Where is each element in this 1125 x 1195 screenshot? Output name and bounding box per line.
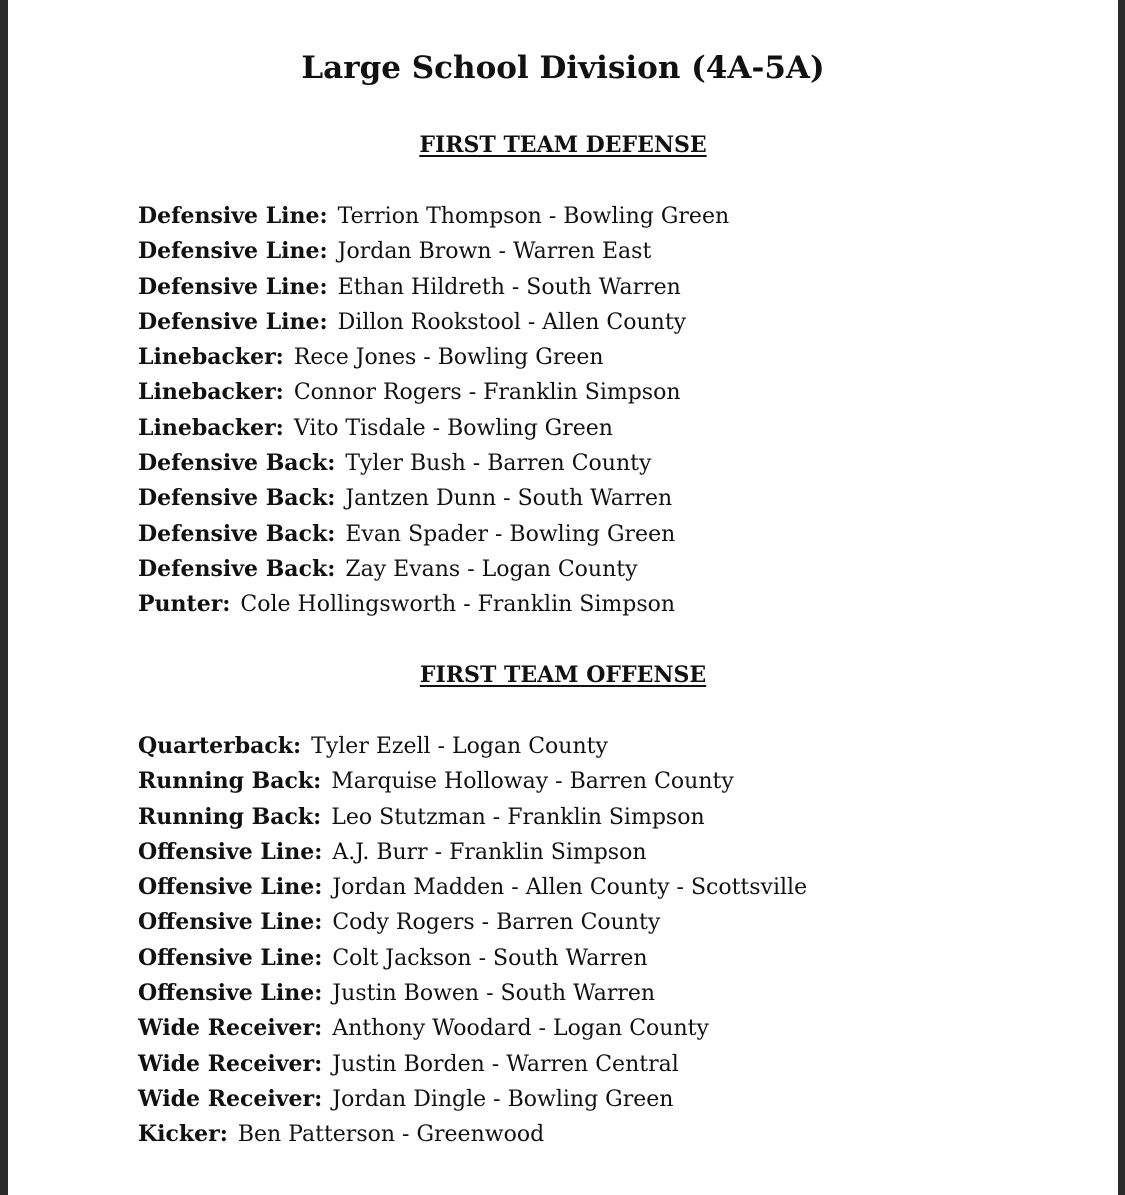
position-label: Defensive Back: xyxy=(138,520,336,547)
roster-entry xyxy=(138,870,807,905)
viewer-left-border xyxy=(0,0,8,1195)
viewer-right-border xyxy=(1118,0,1125,1195)
roster-entry xyxy=(138,552,729,587)
position-label: Running Back: xyxy=(138,803,322,830)
roster-entry xyxy=(138,411,729,446)
roster-entry xyxy=(138,375,729,410)
player-name-school: Cody Rogers - Barren County xyxy=(332,910,661,936)
position-label: Defensive Line: xyxy=(138,203,328,229)
position-label: Offensive Line: xyxy=(138,874,323,901)
section-heading-defense xyxy=(8,130,1118,160)
player-name-school: Justin Bowen - South Warren xyxy=(332,981,656,1007)
position-label: Wide Receiver: xyxy=(138,1085,323,1112)
document-page xyxy=(8,0,1118,1195)
player-name-school: Cole Hollingsworth - Franklin Simpson xyxy=(240,592,676,618)
position-label: Punter: xyxy=(138,591,231,618)
player-name-school: Jantzen Dunn - South Warren xyxy=(345,486,673,512)
player-name-school: Leo Stutzman - Franklin Simpson xyxy=(331,804,705,830)
section-heading-defense-text: FIRST TEAM DEFENSE xyxy=(419,132,707,158)
position-label: Linebacker: xyxy=(138,414,284,441)
player-name-school: Colt Jackson - South Warren xyxy=(332,945,648,971)
player-name-school: Ben Patterson - Greenwood xyxy=(237,1122,545,1148)
player-name-school: Terrion Thompson - Bowling Green xyxy=(337,204,730,229)
player-name-school: Jordan Madden - Allen County - Scottsville xyxy=(332,875,808,901)
roster-entry xyxy=(138,481,729,516)
player-name-school: Justin Borden - Warren Central xyxy=(332,1051,679,1077)
roster-entry xyxy=(138,517,729,552)
position-label: Wide Receiver: xyxy=(138,1015,323,1042)
player-name-school: Jordan Brown - Warren East xyxy=(337,239,652,265)
roster-entry xyxy=(138,764,807,799)
roster-entry xyxy=(138,446,729,481)
roster-entry xyxy=(138,941,807,976)
section-heading-offense xyxy=(8,660,1118,690)
position-label: Wide Receiver: xyxy=(138,1050,323,1077)
roster-entry xyxy=(138,340,729,375)
player-name-school: Zay Evans - Logan County xyxy=(345,556,638,582)
position-label: Defensive Line: xyxy=(138,238,328,265)
player-name-school: Dillon Rookstool - Allen County xyxy=(337,309,687,335)
player-name-school: Rece Jones - Bowling Green xyxy=(293,345,604,371)
player-name-school: A.J. Burr - Franklin Simpson xyxy=(332,839,647,865)
roster-entry xyxy=(138,234,729,269)
position-label: Offensive Line: xyxy=(138,838,323,865)
position-label: Offensive Line: xyxy=(138,944,323,971)
position-label: Defensive Back: xyxy=(138,485,336,512)
position-label: Running Back: xyxy=(138,768,322,795)
player-name-school: Evan Spader - Bowling Green xyxy=(345,521,676,547)
position-label: Offensive Line: xyxy=(138,980,323,1007)
roster-entry xyxy=(138,1047,807,1082)
player-name-school: Connor Rogers - Franklin Simpson xyxy=(293,380,681,406)
roster-entry xyxy=(138,305,729,340)
player-name-school: Tyler Bush - Barren County xyxy=(345,451,652,477)
roster-entry xyxy=(138,1117,807,1152)
roster-entry xyxy=(138,199,729,234)
position-label: Offensive Line: xyxy=(138,909,323,936)
section-heading-offense-text: FIRST TEAM OFFENSE xyxy=(419,662,707,688)
roster-entry xyxy=(138,1011,807,1046)
roster-entry xyxy=(138,270,729,305)
position-label: Defensive Back: xyxy=(138,450,336,477)
defense-roster-list xyxy=(138,199,729,623)
roster-entry xyxy=(138,976,807,1011)
page-title: Large School Division (4A-5A) xyxy=(301,50,825,86)
roster-entry xyxy=(138,1082,807,1117)
position-label: Linebacker: xyxy=(138,379,284,406)
position-label: Defensive Back: xyxy=(138,555,336,582)
player-name-school: Anthony Woodard - Logan County xyxy=(332,1016,709,1042)
player-name-school: Tyler Ezell - Logan County xyxy=(311,734,608,759)
position-label: Defensive Line: xyxy=(138,308,328,335)
player-name-school: Jordan Dingle - Bowling Green xyxy=(332,1086,674,1112)
position-label: Quarterback: xyxy=(138,733,302,759)
position-label: Kicker: xyxy=(138,1121,228,1148)
player-name-school: Vito Tisdale - Bowling Green xyxy=(293,415,613,441)
position-label: Defensive Line: xyxy=(138,273,328,300)
roster-entry xyxy=(138,729,807,764)
roster-entry xyxy=(138,587,729,622)
player-name-school: Marquise Holloway - Barren County xyxy=(331,769,734,795)
roster-entry xyxy=(138,800,807,835)
roster-entry xyxy=(138,905,807,940)
player-name-school: Ethan Hildreth - South Warren xyxy=(337,274,681,300)
roster-entry xyxy=(138,835,807,870)
offense-roster-list xyxy=(138,729,807,1153)
position-label: Linebacker: xyxy=(138,344,284,371)
